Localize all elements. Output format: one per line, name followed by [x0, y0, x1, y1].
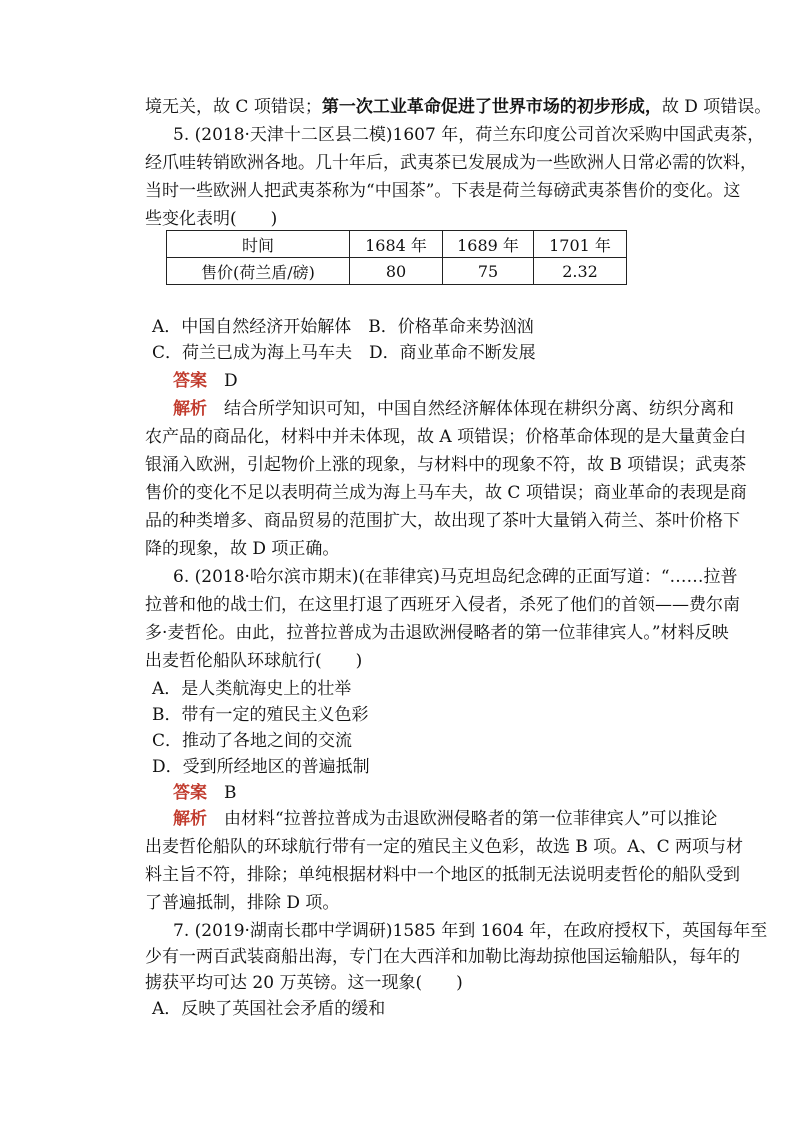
q5-stem-line: 当时一些欧洲人把武夷茶称为“中国茶”。下表是荷兰每磅武夷茶售价的变化。这 — [145, 181, 741, 201]
table-cell: 2.32 — [534, 258, 627, 285]
answer-label: 答案 — [173, 783, 207, 803]
table-cell: 售价(荷兰盾/磅) — [167, 258, 350, 285]
q6-option-c: C．推动了各地之间的交流 — [152, 731, 353, 751]
top-line: 境无关，故 C 项错误；第一次工业革命促进了世界市场的初步形成，故 D 项错误。 — [145, 97, 772, 117]
q6-stem-line: 拉普和他的战士们，在这里打退了西班牙入侵者，杀死了他们的首领——费尔南 — [145, 595, 740, 615]
answer-value: D — [224, 371, 238, 391]
q6-stem-line: 6. (2018·哈尔滨市期末)(在菲律宾)马克坦岛纪念碑的正面写道：“……拉普 — [173, 567, 738, 587]
q7-option-a: A．反映了英国社会矛盾的缓和 — [152, 999, 386, 1019]
q6-analysis-line: 了普遍抵制，排除 D 项。 — [145, 893, 340, 913]
analysis-label: 解析 — [173, 399, 207, 419]
q6-option-d: D．受到所经地区的普遍抵制 — [152, 757, 370, 777]
q6-analysis-line: 出麦哲伦船队的环球航行带有一定的殖民主义色彩，故选 B 项。A、C 两项与材 — [145, 837, 743, 857]
q7-stem-line: 少有一两百武装商船出海，专门在大西洋和加勒比海劫掠他国运输船队，每年的 — [145, 947, 740, 967]
table-cell: 1684 年 — [350, 231, 443, 258]
q6-stem-line: 出麦哲伦船队环球航行( ) — [145, 651, 363, 671]
q5-analysis-line: 售价的变化不足以表明荷兰成为海上马车夫，故 C 项错误；商业革命的表现是商 — [145, 483, 747, 503]
answer-value: B — [224, 783, 237, 803]
q5-stem-line: 5. (2018·天津十二区县二模)1607 年，荷兰东印度公司首次采购中国武夷茶， — [173, 125, 765, 145]
table-cell: 80 — [350, 258, 443, 285]
q7-stem-line: 7. (2019·湖南长郡中学调研)1585 年到 1604 年，在政府授权下，英国每年至 — [173, 921, 768, 941]
q7-stem-line: 掳获平均可达 20 万英镑。这一现象( ) — [145, 973, 463, 993]
q6-answer — [173, 782, 237, 804]
q5-analysis-line: 银涌入欧洲，引起物价上涨的现象，与材料中的现象不符，故 B 项错误；武夷茶 — [145, 455, 747, 475]
q6-analysis-line: 解析 由材料“拉普拉普成为击退欧洲侵略者的第一位菲律宾人”可以推论 — [173, 809, 718, 829]
q5-analysis-line: 解析 结合所学知识可知，中国自然经济解体体现在耕织分离、纺织分离和 — [173, 399, 734, 419]
q6-option-a: A．是人类航海史上的壮举 — [152, 679, 352, 699]
q5-answer — [173, 370, 238, 392]
q6-stem-line: 多·麦哲伦。由此，拉普拉普成为击退欧洲侵略者的第一位菲律宾人。”材料反映 — [145, 623, 729, 643]
answer-label: 答案 — [173, 371, 207, 391]
table-row — [167, 258, 627, 285]
q5-analysis-line: 降的现象，故 D 项正确。 — [145, 539, 340, 559]
q5-stem-line: 些变化表明( ) — [145, 209, 278, 229]
table-cell: 时间 — [167, 231, 350, 258]
q5-analysis-line: 农产品的商品化，材料中并未体现，故 A 项错误；价格革命体现的是大量黄金白 — [145, 427, 747, 447]
table-header-row — [167, 231, 627, 258]
table-cell: 1701 年 — [534, 231, 627, 258]
q6-option-b: B．带有一定的殖民主义色彩 — [152, 705, 369, 725]
table-cell: 75 — [443, 258, 534, 285]
q6-analysis-line: 料主旨不符，排除；单纯根据材料中一个地区的抵制无法说明麦哲伦的船队受到 — [145, 865, 740, 885]
tea-price-table — [166, 230, 627, 285]
analysis-label: 解析 — [173, 809, 207, 829]
q5-stem-line: 经爪哇转销欧洲各地。几十年后，武夷茶已发展成为一些欧洲人日常必需的饮料， — [145, 153, 757, 173]
q5-options-line: A．中国自然经济开始解体 B．价格革命来势汹汹 — [152, 317, 534, 337]
q5-options-line: C．荷兰已成为海上马车夫 D．商业革命不断发展 — [152, 343, 536, 363]
q5-analysis-line: 品的种类增多、商品贸易的范围扩大，故出现了茶叶大量销入荷兰、茶叶价格下 — [145, 511, 740, 531]
table-cell: 1689 年 — [443, 231, 534, 258]
